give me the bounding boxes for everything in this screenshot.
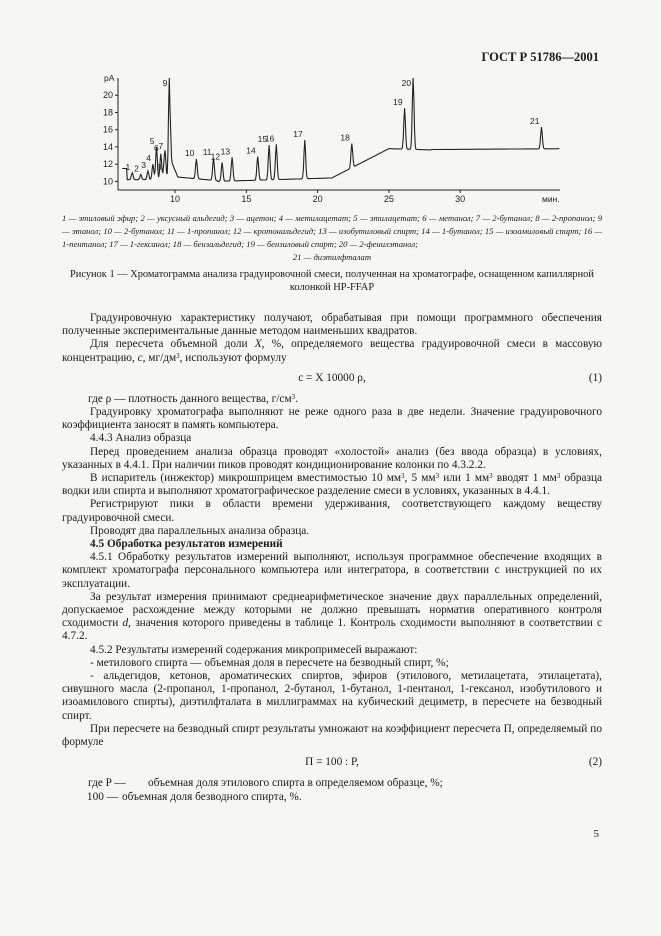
peak-labels <box>126 78 540 173</box>
paragraph: Градуировку хроматографа выполняют не реже одного раза в две недели. Значение градуировочного коэффициента заносят в память компьютера. <box>62 406 602 432</box>
formula-expression: П = 100 : P, <box>305 756 359 769</box>
peak-label: 6 <box>154 142 159 153</box>
paragraph: Проводят два параллельных анализа образца. <box>90 524 310 537</box>
paragraph: При пересчете на безводный спирт результаты умножают на коэффициент пересчета П, определяемый по формуле <box>62 722 602 749</box>
peak-label: 3 <box>141 160 146 171</box>
peak-label: 15 <box>257 134 268 145</box>
paragraph: Регистрируют пики в области времени удерживания, соответствующего каждому веществу градуировочной смеси. <box>62 498 602 524</box>
peak-label: 7 <box>158 141 164 152</box>
peak-label: 16 <box>264 133 275 144</box>
peak-label: 5 <box>149 135 155 146</box>
peak-label: 12 <box>210 151 221 162</box>
peak-label: 11 <box>202 147 212 158</box>
where-clause: где P — объемная доля этилового спирта в определяемом образце, %; <box>88 777 443 790</box>
peak-label: 8 <box>156 161 162 172</box>
peak-label: 1 <box>125 161 131 172</box>
x-tick-label: 30 <box>455 194 466 204</box>
peak-label: 14 <box>246 145 256 156</box>
list-item: - метилового спирта — объемная доля в пересчете на безводный спирт, %; <box>90 656 449 669</box>
formula-number: (2) <box>588 756 602 769</box>
list-item: - альдегидов, кетонов, ароматических спиртов, эфиров (этилового, метилацетата, этилацетата), сивушного масла (2-пропанол, 1-пропанол, 2-бутанол, 1-бутанол, 1-пентанол, 1-гексанол, изобутилового и изоамилового спирты), диэтилфталата в миллиграммах на кубический дециметр, в пересчете на безводный спирт. <box>62 670 602 722</box>
page-number: 5 <box>593 828 599 840</box>
formula-expression: c = X 10000 ρ, <box>298 371 366 384</box>
y-axis-label: pA <box>104 73 115 83</box>
paragraph: 4.5.1 Обработку результатов измерений выполняют, используя программное обеспечение входящих в комплект хроматографа персонального компьютера или интегратора, в соответствии с инструкцией по их эксплуатации. <box>62 551 602 590</box>
paragraph: Перед проведением анализа образца проводят «холостой» анализ (без ввода образца) в условиях, указанных в 4.4.1. При наличии пиков проводят кондиционирование колонки по 4.3.2.2. <box>62 445 602 471</box>
where-clause: где ρ — плотность данного вещества, $г/см^3$. <box>88 392 298 405</box>
peak-label: 4 <box>146 153 151 164</box>
y-tick-label: 10 <box>102 176 113 187</box>
figure-legend <box>62 212 602 264</box>
y-tick-label: 18 <box>102 107 113 118</box>
peak-label: 9 <box>162 78 168 88</box>
legend-main: 1 — этиловый эфир; 2 — уксусный альдегид; 3 — ацетон; 4 — метилацетат; 5 — этилацетат; 6 — метанол; 7 — 2-бутанол; 8 — 2-пропанол; 9 — этанол; 10 — 2-бутанол; 11 — 1-пропанол; 12 — кротональдегид; 13 — изобутиловый спирт; 14 — 1-бутанол; 15 — изоамиловый спирт; 16 — 1-пентанол; 17 — 1-гексанол; 18 — бензальдегид; 19 — бензиловый спирт; 20 — 2-фенилэтанол; <box>62 213 602 249</box>
formula-1 <box>62 365 602 393</box>
peak-label: 10 <box>184 147 195 158</box>
paragraph: 4.5.2 Результаты измерений содержания микропримесей выражают: <box>90 643 418 656</box>
peak-label: 21 <box>529 116 540 127</box>
y-tick-label: 14 <box>102 141 113 152</box>
section-heading: 4.5 Обработка результатов измерений <box>90 538 283 551</box>
peak-label: 20 <box>401 78 412 88</box>
x-tick-label: 15 <box>241 194 252 204</box>
main-text <box>62 312 602 804</box>
x-tick-label: 10 <box>170 194 181 204</box>
peak-label: 2 <box>134 163 139 174</box>
chromatogram-chart <box>0 0 661 215</box>
section-heading: 4.4.3 Анализ образца <box>90 432 192 445</box>
figure-caption: Рисунок 1 — Хроматограмма анализа градуировочной смеси, полученная на хроматографе, оснащенном капиллярной колонкой НР-FFAP <box>70 269 594 293</box>
paragraph: Для пересчета объемной доли X, %, определяемого вещества градуировочной смеси в массовую концентрацию, c, $мг/дм^3$, используют формулу <box>62 338 602 364</box>
where-clause: 100 — объемная доля безводного спирта, %. <box>86 790 302 803</box>
document-header: ГОСТ Р 51786—2001 <box>481 50 599 64</box>
x-tick-label: 20 <box>312 194 323 204</box>
y-tick-label: 16 <box>102 124 113 135</box>
chart-axes <box>103 73 560 204</box>
chromatogram-trace <box>122 78 559 181</box>
peak-label: 18 <box>340 132 350 143</box>
y-tick-label: 20 <box>102 90 113 101</box>
legend-last: 21 — диэтилфталат <box>292 252 372 262</box>
peak-label: 19 <box>393 97 403 108</box>
formula-number: (1) <box>588 371 602 384</box>
x-axis-label: мин. <box>542 194 560 204</box>
y-tick-label: 12 <box>102 159 113 170</box>
paragraph: Градуировочную характеристику получают, обрабатывая при помощи программного обеспечения полученные экспериментальные данные методом наименьших квадратов. <box>62 312 602 338</box>
paragraph: В испаритель (инжектор) микрошприцем вместимостью 10 $мм^3$, 5 $мм^3$ или 1 $мм^3$ вводят 1 $мм^3$ образца водки или спирта и выполняют хроматографическое разделение смеси в условиях, указанных в 4.4.1. <box>62 472 603 498</box>
peak-label: 17 <box>293 129 303 140</box>
x-tick-label: 25 <box>383 194 394 204</box>
peak-label: 13 <box>220 146 231 157</box>
paragraph: За результат измерения принимают среднеарифметическое значение двух параллельных определений, допускаемое расхождение между которыми не должно превышать норматив оперативного контроля сходимости d, значения которого приведены в таблице 1. Контроль сходимости выполняют в соответствии с 4.7.2. <box>62 590 603 643</box>
formula-2 <box>62 749 602 777</box>
